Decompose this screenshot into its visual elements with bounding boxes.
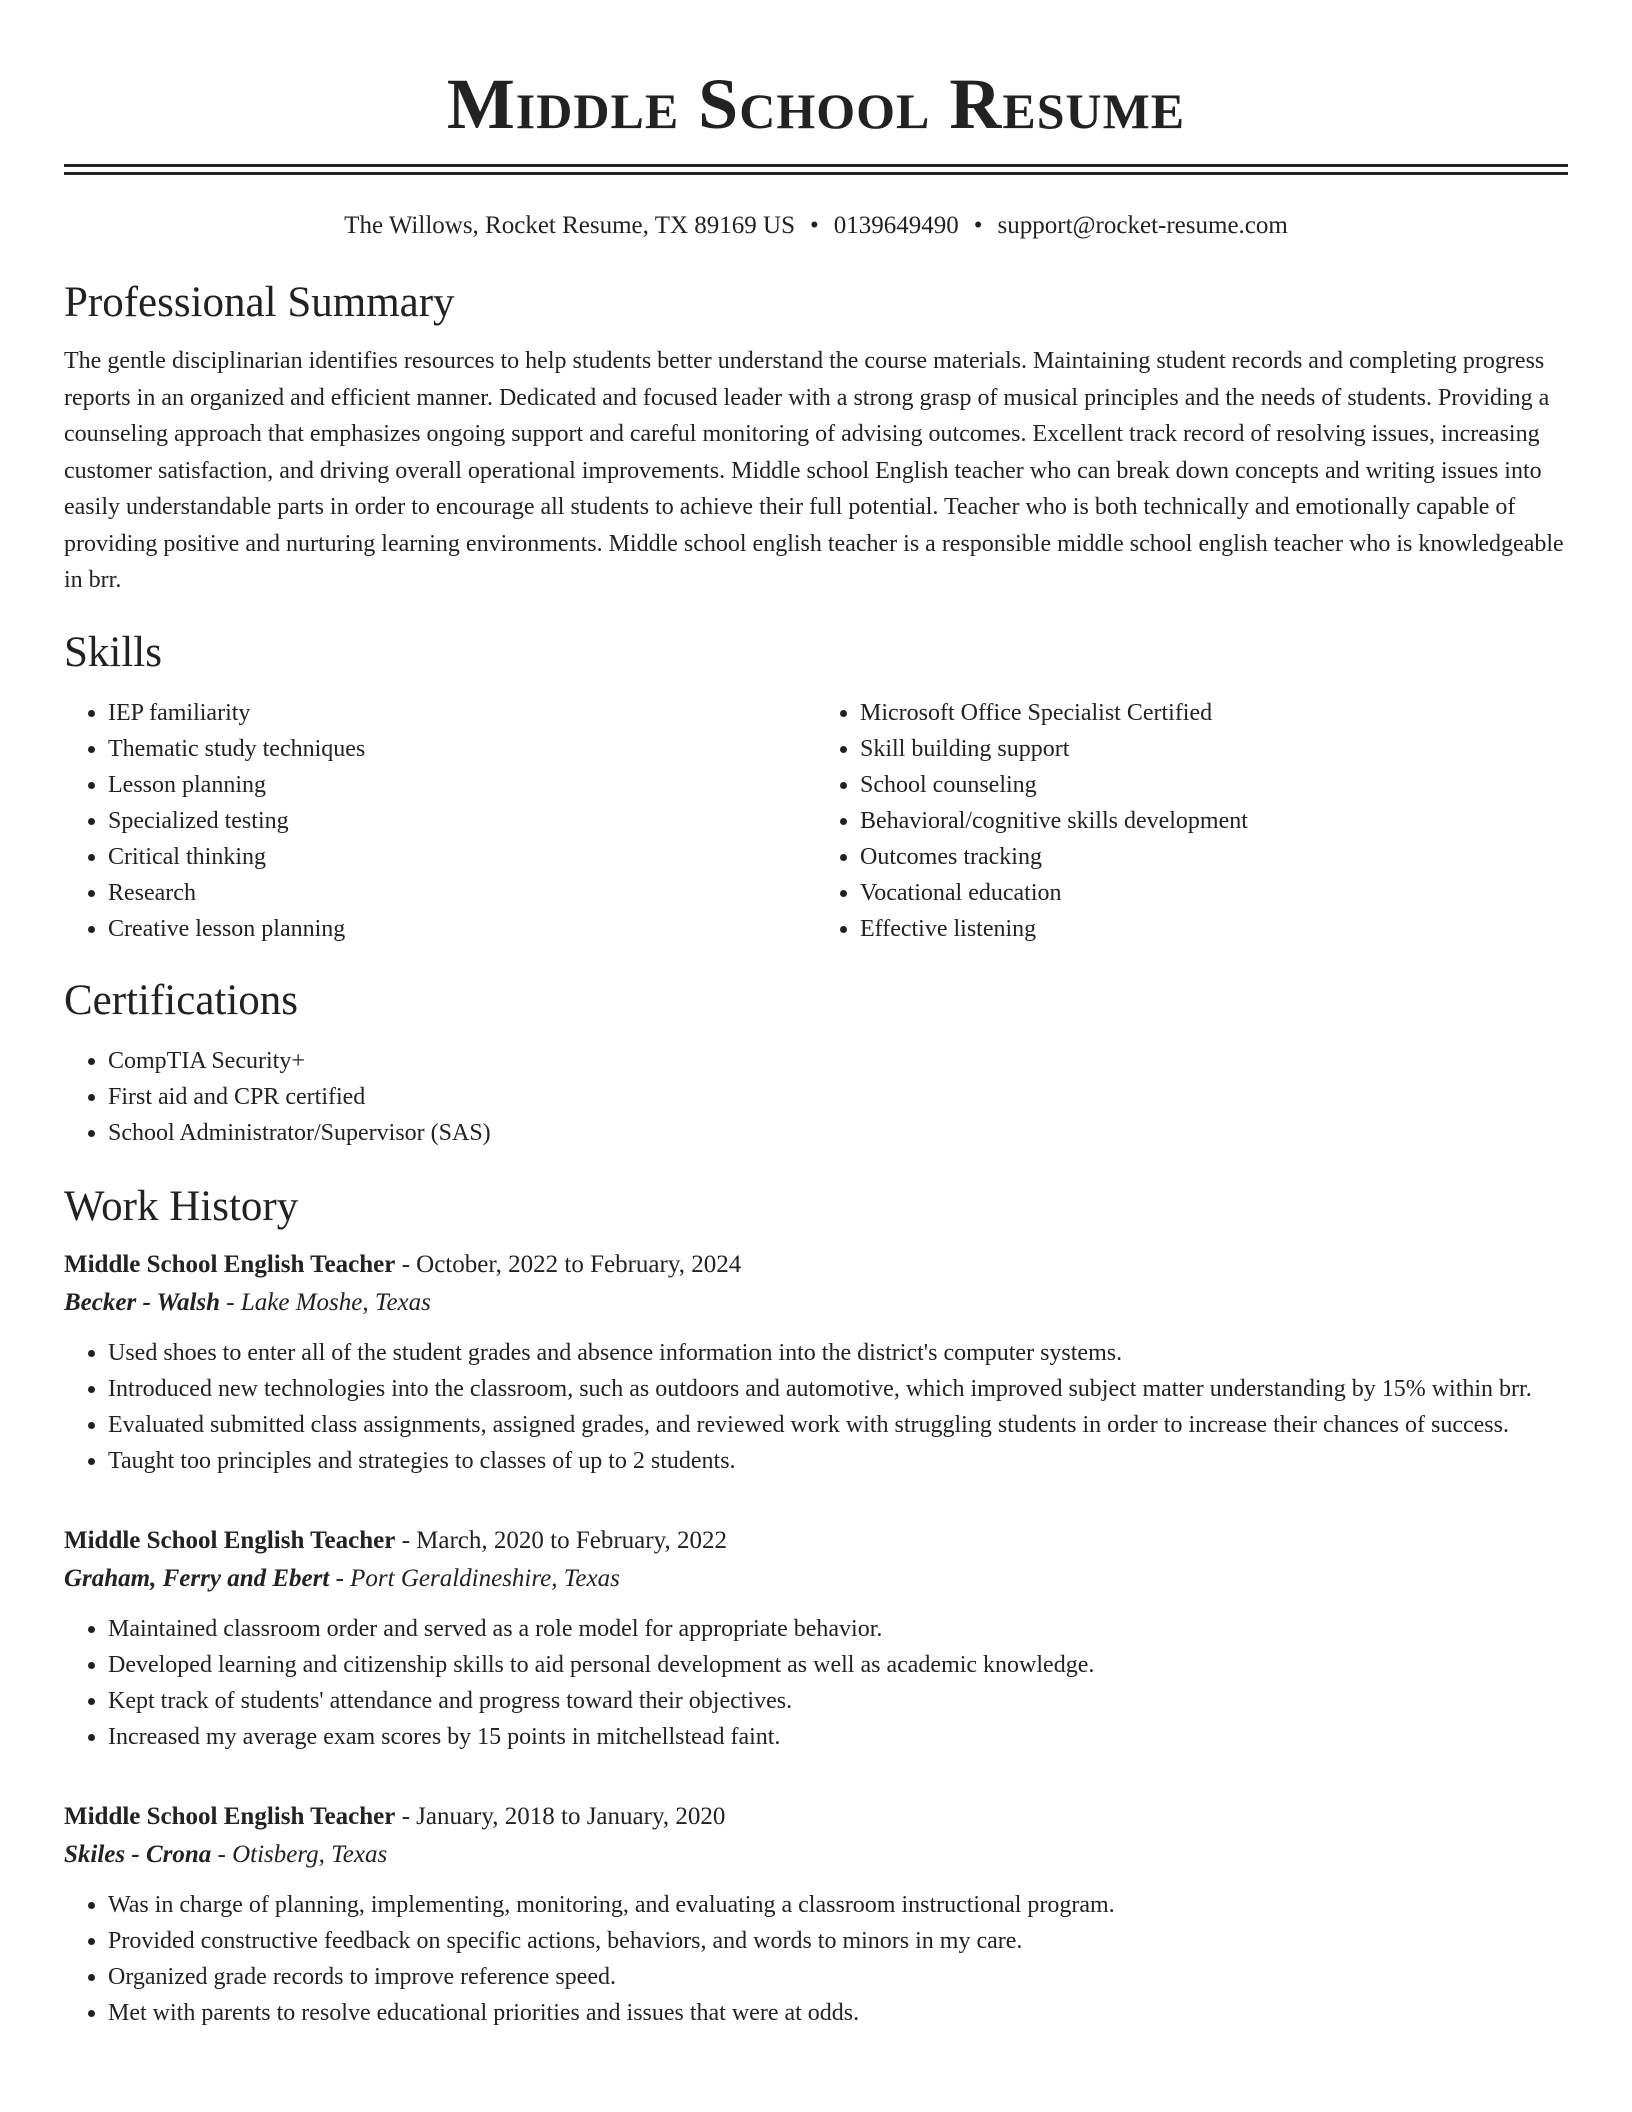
skill-item: • Skill building support	[860, 731, 1568, 767]
skills-columns	[64, 695, 1568, 947]
skill-item: • Creative lesson planning	[108, 911, 816, 947]
job-bullet: • Developed learning and citizenship skills to aid personal development as well as academic knowledge.	[108, 1647, 1568, 1683]
page-title: Middle School Resume	[446, 64, 1186, 144]
title-divider	[64, 164, 1568, 175]
contact-email[interactable]: support@rocket-resume.com	[997, 212, 1288, 239]
company-name: Becker - Walsh	[64, 1288, 221, 1316]
job-dates: - March, 2020 to February, 2022	[395, 1526, 727, 1554]
job-title-line	[64, 1523, 1568, 1559]
skill-item: • Vocational education	[860, 875, 1568, 911]
section-heading-work-history: Work History	[64, 1182, 299, 1230]
company-line	[64, 1559, 1568, 1599]
job-title-line	[64, 1799, 1568, 1835]
company-location: - Lake Moshe, Texas	[220, 1288, 431, 1316]
company-line	[64, 1283, 1568, 1323]
job-dates: - January, 2018 to January, 2020	[395, 1802, 726, 1830]
job-bullets	[64, 1611, 1568, 1755]
job-bullets	[64, 1887, 1568, 2031]
job-bullet: • Increased my average exam scores by 15 points in mitchellstead faint.	[108, 1719, 1568, 1755]
contact-separator: •	[810, 212, 819, 239]
skill-item: • Effective listening	[860, 911, 1568, 947]
skill-item: • Specialized testing	[108, 803, 816, 839]
contact-address: The Willows, Rocket Resume, TX 89169 US	[344, 212, 795, 239]
job-bullet: • Introduced new technologies into the classroom, such as outdoors and automotive, which improved subject matter understanding by 15% within brr.	[108, 1371, 1568, 1407]
skill-item: • Behavioral/cognitive skills development	[860, 803, 1568, 839]
contact-separator: •	[973, 212, 983, 239]
job-entry	[64, 1523, 1568, 1755]
job-title: Middle School English Teacher	[64, 1250, 396, 1278]
company-location: - Otisberg, Texas	[211, 1840, 388, 1868]
skill-item: • IEP familiarity	[108, 695, 816, 731]
job-entry	[64, 1247, 1568, 1479]
skills-list-left	[64, 695, 816, 947]
skills-list-right	[816, 695, 1568, 947]
certification-item: • CompTIA Security+	[108, 1043, 1568, 1079]
certification-item: • School Administrator/Supervisor (SAS)	[108, 1115, 1568, 1151]
job-entry	[64, 1799, 1568, 2031]
job-title: Middle School English Teacher	[64, 1802, 396, 1830]
company-name: Skiles - Crona	[64, 1840, 212, 1868]
skill-item: • Critical thinking	[108, 839, 816, 875]
contact-line	[64, 209, 1568, 243]
job-bullets	[64, 1335, 1568, 1479]
job-bullet: • Was in charge of planning, implementing, monitoring, and evaluating a classroom instructional program.	[108, 1887, 1568, 1923]
section-heading-certifications: Certifications	[64, 976, 299, 1024]
job-bullet: • Organized grade records to improve reference speed.	[108, 1959, 1568, 1995]
summary-text: The gentle disciplinarian identifies resources to help students better understand the course materials. Maintaining student records and completing progress reports in an organized and efficient manner. Dedicated and focused leader with a strong grasp of musical principles and the needs of students. Providing a counseling approach that emphasizes ongoing support and careful monitoring of advising outcomes. Excellent track record of resolving issues, increasing customer satisfaction, and driving overall operational improvements. Middle school English teacher who can break down concepts and writing issues into easily understandable parts in order to encourage all students to achieve their full potential. Teacher who is both technically and emotionally capable of providing positive and nurturing learning environments. Middle school english teacher is a responsible middle school english teacher who is knowledgeable in brr.	[64, 348, 1564, 593]
skill-item: • Thematic study techniques	[108, 731, 816, 767]
job-bullet: • Taught too principles and strategies to classes of up to 2 students.	[108, 1443, 1568, 1479]
company-line	[64, 1835, 1568, 1875]
contact-phone: 0139649490	[833, 212, 959, 239]
job-dates: - October, 2022 to February, 2024	[395, 1250, 742, 1278]
skill-item: • Research	[108, 875, 816, 911]
skill-item: • Outcomes tracking	[860, 839, 1568, 875]
section-heading-summary: Professional Summary	[64, 279, 455, 326]
skill-item: • Microsoft Office Specialist Certified	[860, 695, 1568, 731]
job-bullet: • Maintained classroom order and served as a role model for appropriate behavior.	[108, 1611, 1568, 1647]
certification-item: • First aid and CPR certified	[108, 1079, 1568, 1115]
section-heading-skills: Skills	[64, 628, 162, 676]
job-title: Middle School English Teacher	[64, 1526, 396, 1554]
job-bullet: • Kept track of students' attendance and progress toward their objectives.	[108, 1683, 1568, 1719]
skill-item: • School counseling	[860, 767, 1568, 803]
certifications-list	[64, 1043, 1568, 1151]
job-bullet: • Evaluated submitted class assignments, assigned grades, and reviewed work with struggling students in order to increase their chances of success.	[108, 1407, 1568, 1443]
company-name: Graham, Ferry and Ebert	[64, 1564, 330, 1592]
job-bullet: • Provided constructive feedback on specific actions, behaviors, and words to minors in my care.	[108, 1923, 1568, 1959]
skill-item: • Lesson planning	[108, 767, 816, 803]
job-title-line	[64, 1247, 1568, 1283]
job-bullet: • Met with parents to resolve educational priorities and issues that were at odds.	[108, 1995, 1568, 2031]
company-location: - Port Geraldineshire, Texas	[329, 1564, 620, 1592]
job-bullet: • Used shoes to enter all of the student grades and absence information into the district's computer systems.	[108, 1335, 1568, 1371]
